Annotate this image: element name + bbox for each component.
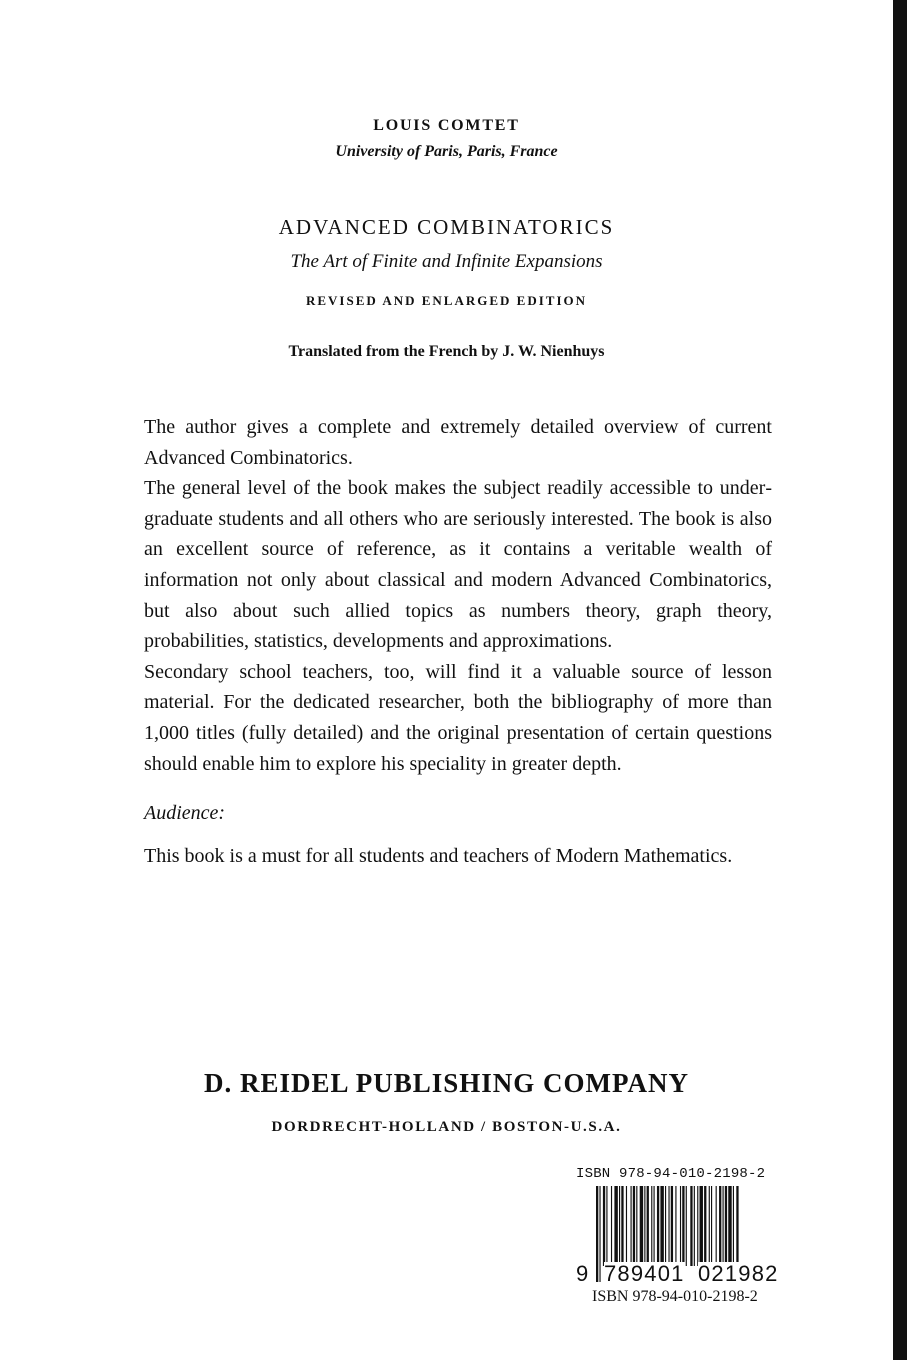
barcode-bar — [606, 1186, 607, 1266]
barcode-bar — [671, 1186, 673, 1266]
barcode-bar — [686, 1186, 687, 1266]
barcode-bar — [647, 1186, 649, 1266]
barcode-bar — [704, 1186, 706, 1266]
description-paragraph: Secondary school teachers, too, will find it a valuable source of lesson material. For the dedicated researcher, both the bibliography of more than 1,000 titles (fully detailed) and the original presentation of certain questions should enable him to explore his speciality in greater depth. — [144, 660, 772, 775]
barcode-bar — [711, 1186, 712, 1266]
translator-credit: Translated from the French by J. W. Nienhuys — [288, 343, 605, 360]
barcode-bar — [660, 1186, 663, 1266]
publisher-name: D. REIDEL PUBLISHING COMPANY — [203, 1068, 690, 1098]
barcode-bar — [709, 1186, 710, 1266]
barcode-bar — [596, 1186, 598, 1282]
barcode-digit-first: 9 — [576, 1261, 589, 1286]
barcode-bar — [599, 1186, 600, 1282]
barcode-bar — [633, 1186, 635, 1266]
barcode-bar — [636, 1186, 637, 1266]
page-edge-shadow — [893, 0, 907, 1360]
barcode-bar — [611, 1186, 612, 1266]
book-description — [144, 412, 772, 779]
description-paragraph: The author gives a complete and extremely detailed overview of current Advanced Combinatorics. — [144, 416, 772, 469]
barcode-bar — [619, 1186, 620, 1266]
author-affiliation: University of Paris, Paris, France — [335, 143, 558, 160]
isbn-number: ISBN 978-94-010-2198-2 — [592, 1288, 758, 1305]
barcode-bar — [651, 1186, 652, 1266]
barcode-bar — [675, 1186, 676, 1266]
description-paragraph: The general level of the book makes the subject readily accessible to undergraduate students and all others who are seriously interested. The book is also an excellent source of reference, as it contains a veritable wealth of information not only about classical and modern Advanced Combinatorics, but also about such allied topics as numbers theory, graph theory, probabilities, statistics, developments and approximations. — [144, 477, 772, 653]
barcode-bar — [694, 1186, 695, 1266]
barcode-bar — [690, 1186, 692, 1266]
barcode-isbn-label: ISBN 978-94-010-2198-2 — [576, 1166, 766, 1182]
barcode-bar — [603, 1186, 605, 1266]
barcode-bar — [640, 1186, 643, 1266]
barcode-bar — [716, 1186, 717, 1266]
barcode-bar — [644, 1186, 645, 1266]
audience-text: This book is a must for all students and teachers of Modern Mathematics. — [144, 845, 733, 867]
barcode-bar — [697, 1186, 698, 1266]
barcode-bar — [682, 1186, 684, 1266]
barcode-bar — [725, 1186, 727, 1266]
barcode-bar — [723, 1186, 724, 1266]
barcode-bar — [680, 1186, 681, 1266]
book-subtitle: The Art of Finite and Infinite Expansions — [290, 251, 603, 272]
barcode-digits-right: 021982 — [698, 1261, 779, 1286]
audience-label: Audience: — [144, 802, 226, 824]
edition-note: REVISED AND ENLARGED EDITION — [305, 293, 588, 308]
barcode-bar — [700, 1186, 703, 1266]
barcode-bar — [621, 1186, 623, 1266]
barcode-digits-left: 789401 — [604, 1261, 685, 1286]
barcode-bar — [654, 1186, 655, 1266]
barcode-bar — [719, 1186, 721, 1266]
publisher-cities: DORDRECHT-HOLLAND / BOSTON-U.S.A. — [271, 1119, 622, 1135]
barcode-bar — [614, 1186, 617, 1266]
book-title: ADVANCED COMBINATORICS — [278, 215, 615, 239]
barcode-bar — [626, 1186, 627, 1266]
barcode-bar — [657, 1186, 659, 1266]
barcode-bar — [631, 1186, 632, 1266]
barcode-bar — [728, 1186, 731, 1266]
author-name: LOUIS COMTET — [373, 117, 520, 134]
